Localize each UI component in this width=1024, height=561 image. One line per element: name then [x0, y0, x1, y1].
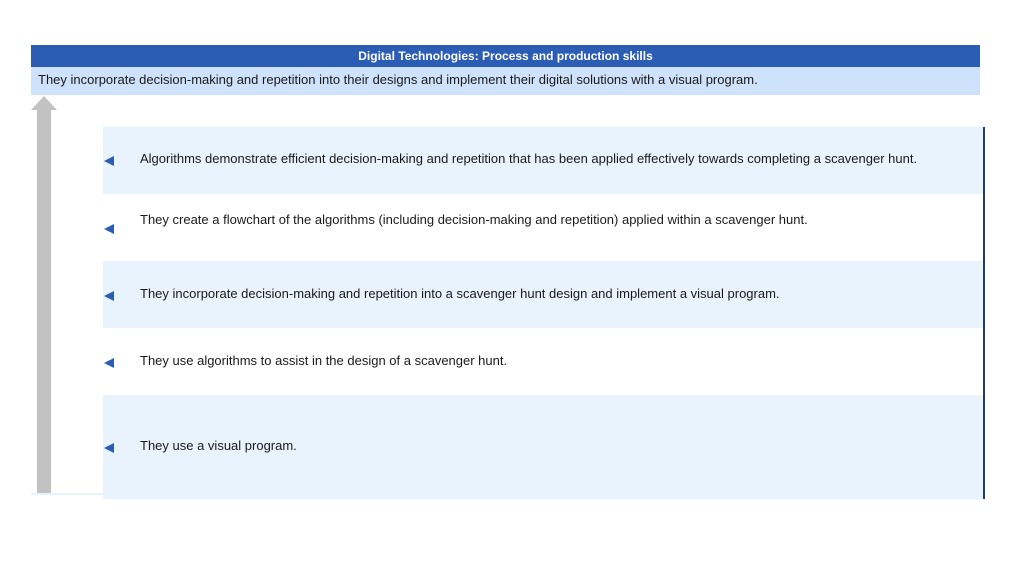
level-text: They use algorithms to assist in the design of a scavenger hunt.: [140, 353, 508, 368]
triangle-left-icon: [104, 224, 114, 234]
progression-arrow-shaft: [37, 110, 51, 494]
achievement-summary-text: They incorporate decision-making and repetition into their designs and implement their digital solutions with a visual program.: [38, 72, 758, 87]
triangle-left-icon: [104, 156, 114, 166]
level-text: They create a flowchart of the algorithms (including decision-making and repetition) applied within a scavenger hunt.: [140, 212, 808, 227]
level-row: [103, 194, 983, 261]
arrow-baseline: [31, 493, 103, 495]
level-text: They incorporate decision-making and repetition into a scavenger hunt design and implement a visual program.: [140, 286, 780, 301]
level-list: [103, 127, 983, 499]
triangle-left-icon: [104, 443, 114, 453]
progression-arrow-up-icon: [31, 96, 57, 110]
level-text: Algorithms demonstrate efficient decision-making and repetition that has been applied effectively towards completing a scavenger hunt.: [140, 151, 918, 166]
triangle-left-icon: [104, 358, 114, 368]
triangle-left-icon: [104, 291, 114, 301]
level-row: [103, 328, 983, 395]
level-text: They use a visual program.: [140, 438, 297, 453]
level-row: [103, 127, 983, 194]
level-row: [103, 261, 983, 328]
achievement-summary: [31, 67, 980, 95]
levels-right-border: [983, 127, 985, 499]
level-row: [103, 395, 983, 499]
rubric-title: Digital Technologies: Process and production skills: [31, 45, 980, 67]
